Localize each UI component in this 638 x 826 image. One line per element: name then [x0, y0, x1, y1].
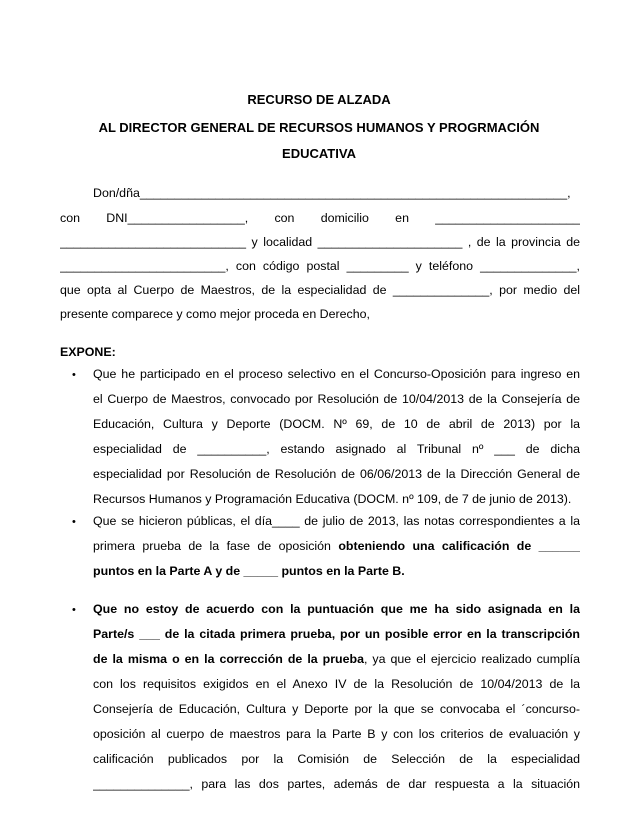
- intro-line-3: ___________________________ y localidad _____________________ , de la provincia de: [60, 235, 580, 249]
- b1-line-4: especialidad de __________, estando asignado al Tribunal nº ___ de dicha: [93, 442, 580, 456]
- b3-line-3a: de la misma o en la corrección de la prueba: [93, 652, 364, 666]
- b3-line-5: Consejería de Educación, Cultura y Deporte por la que se convocaba el ´concurso-: [93, 702, 580, 716]
- b3-line-6: oposición al cuerpo de maestros para la Parte B y con los criterios de evaluación y: [93, 727, 580, 741]
- b1-line-6: Recursos Humanos y Programación Educativa (DOCM. nº 109, de 7 de junio de 2013).: [93, 492, 572, 506]
- b1-line-5: especialidad por Resolución de Resolución de 06/06/2013 de la Dirección General de: [93, 467, 580, 481]
- b3-line-8: ______________, para las dos partes, además de dar respuesta a la situación: [93, 777, 580, 791]
- b2-line-2: [93, 539, 580, 553]
- b3-line-4: con los requisitos exigidos en el Anexo IV de la Resolución de 10/04/2013 de la: [93, 677, 580, 691]
- intro-line-2: [60, 211, 580, 225]
- b2-line-3: puntos en la Parte A y de _____ puntos en la Parte B.: [93, 564, 405, 578]
- title-recurso: RECURSO DE ALZADA: [247, 92, 391, 107]
- b3-line-3: [93, 652, 580, 666]
- b2-line-2a: primera prueba de la fase de oposición: [93, 539, 339, 553]
- b3-line-7: calificación publicados por la Comisión de Selección de la especialidad: [93, 752, 580, 766]
- intro-domicilio: domicilio: [320, 211, 369, 225]
- intro-address-blank: _____________________: [435, 211, 580, 225]
- intro-line-4: ________________________, con código postal _________ y teléfono ______________,: [60, 259, 580, 273]
- intro-dni: DNI_________________,: [106, 211, 249, 225]
- b3-line-3b: , ya que el ejercicio realizado cumplía: [363, 652, 580, 666]
- bullet-icon: •: [72, 369, 76, 381]
- title-addressee: AL DIRECTOR GENERAL DE RECURSOS HUMANOS Y PROGRMACIÓN: [98, 120, 540, 135]
- intro-en: en: [395, 211, 409, 225]
- b3-line-2: [93, 627, 580, 641]
- intro-line-5: que opta al Cuerpo de Maestros, de la especialidad de ______________, por medio del: [60, 283, 580, 297]
- expone-heading: EXPONE:: [60, 345, 116, 359]
- intro-con-2: con: [274, 211, 295, 225]
- intro-con: con: [60, 211, 80, 225]
- b1-line-2: el Cuerpo de Maestros, convocado por Resolución de 10/04/2013 de la Consejería de: [93, 392, 580, 406]
- b3-line-1: Que no estoy de acuerdo con la puntuación que me ha sido asignada en la: [93, 602, 580, 616]
- b3-line-2a: Parte/s ___ de la citada primera prueba: [93, 627, 332, 641]
- b2-line-1: Que se hicieron públicas, el día____ de julio de 2013, las notas correspondientes a la: [93, 514, 580, 528]
- bullet-icon: •: [72, 516, 76, 528]
- b1-line-3: Educación, Cultura y Deporte (DOCM. Nº 69, de 10 de abril de 2013) por la: [93, 417, 580, 431]
- intro-line-6: presente comparece y como mejor proceda en Derecho,: [60, 307, 370, 321]
- bullet-icon: •: [72, 604, 76, 616]
- b3-line-2b: , por un posible error en la transcripción: [331, 627, 580, 641]
- intro-line-1: Don/dña______________________________________________________________,: [93, 186, 571, 200]
- title-addressee-cont: EDUCATIVA: [282, 146, 356, 161]
- b1-line-1: Que he participado en el proceso selectivo en el Concurso-Oposición para ingreso en: [93, 367, 580, 381]
- b2-line-2b: obteniendo una calificación de ______: [338, 539, 580, 553]
